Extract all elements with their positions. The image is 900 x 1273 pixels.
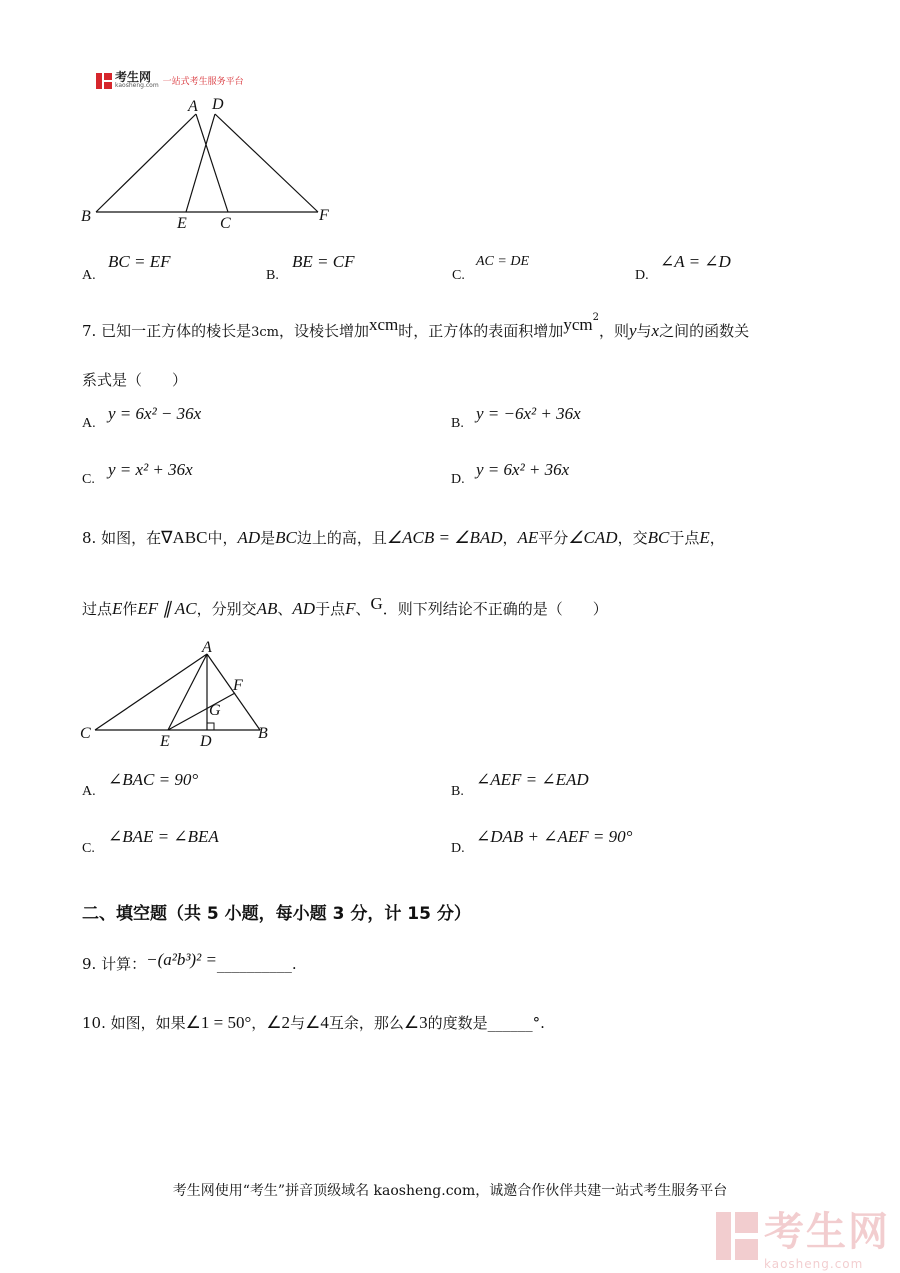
q6-option-a-letter: A.	[82, 268, 96, 283]
watermark-domain: kaosheng.com	[764, 1257, 864, 1271]
q8-figure	[78, 638, 278, 750]
q8-bc: BC	[275, 528, 297, 547]
q7-option-c[interactable]: y = x² + 36x	[108, 460, 193, 479]
header-logo	[96, 72, 244, 89]
segment-ba	[96, 114, 196, 212]
q8-option-a[interactable]: ∠BAC = 90°	[108, 770, 199, 789]
q7-var-x: x	[651, 321, 660, 340]
q10-number: 10.	[82, 1014, 106, 1032]
q6-option-d[interactable]: ∠A = ∠D	[660, 252, 731, 271]
q8-text-a: 如图，在	[101, 529, 162, 547]
q8-text-2b: 作	[122, 600, 138, 618]
q7-option-b[interactable]: y = −6x² + 36x	[476, 404, 581, 423]
brand-slogan: 一站式考生服务平台	[162, 77, 244, 87]
q8-stem-line2	[82, 594, 608, 619]
q8-ae: AE	[517, 528, 539, 547]
q7-stem-line2: 系式是（ ）	[82, 371, 188, 389]
q8-option-a-letter: A.	[82, 784, 96, 799]
q10-text-6: °.	[532, 1014, 545, 1032]
q8-text-2f: 、	[355, 600, 371, 618]
q7-option-c-letter: C.	[82, 472, 95, 487]
q6-options	[82, 252, 822, 286]
q6-option-a[interactable]: BC = EF	[108, 252, 171, 271]
q9-end: .	[291, 955, 297, 973]
q10-angle-4: ∠4	[305, 1013, 329, 1032]
q10-text-5: 的度数是	[427, 1014, 488, 1032]
q8-option-b[interactable]: ∠AEF = ∠EAD	[476, 770, 589, 789]
q8-option-b-letter: B.	[451, 784, 464, 799]
label-a: A	[202, 639, 212, 656]
q8-text-h: 于点	[669, 529, 700, 547]
watermark-name: 考生网	[764, 1209, 890, 1255]
q10-stem	[82, 1012, 545, 1033]
q8-text-2d: 、	[277, 600, 293, 618]
q8-stem-line1	[82, 527, 725, 548]
q8-text-b: 中，	[207, 529, 238, 547]
q8-text-c: 是	[260, 529, 276, 547]
label-b: B	[81, 208, 91, 225]
brand-domain: kaosheng.com	[115, 82, 159, 89]
q8-text-i: ，	[709, 529, 725, 547]
q7-area-sup: 2	[592, 312, 599, 323]
q8-text-2e: 于点	[315, 600, 346, 618]
q7-number: 7.	[82, 322, 97, 340]
q8-cad: ∠CAD	[568, 528, 618, 547]
q9-expr: −(a²b³)² =	[146, 950, 217, 969]
watermark-logo-icon	[716, 1212, 758, 1260]
label-f: F	[233, 677, 243, 694]
q7-text-5: 与	[636, 322, 652, 340]
q8-option-d[interactable]: ∠DAB + ∠AEF = 90°	[476, 827, 633, 846]
q10-text-2: ，	[251, 1014, 267, 1032]
q8-option-d-letter: D.	[451, 841, 465, 856]
q8-ab: AB	[256, 599, 278, 618]
q6-option-c-letter: C.	[452, 268, 465, 283]
q6-option-b[interactable]: BE = CF	[292, 252, 355, 271]
q7-increase: xcm	[369, 315, 399, 334]
q6-option-d-letter: D.	[635, 268, 649, 283]
right-angle-mark	[207, 723, 214, 730]
label-g: G	[209, 702, 221, 719]
section-2-title: 二、填空题（共 5 小题，每小题 3 分，计 15 分）	[82, 904, 471, 924]
q8-ad2: AD	[292, 599, 316, 618]
q8-text-2a: 过点	[82, 600, 113, 618]
q6-figure	[78, 92, 348, 234]
q10-blank[interactable]: ______	[487, 1014, 533, 1032]
q9-number: 9.	[82, 955, 97, 973]
q7-option-a[interactable]: y = 6x² − 36x	[108, 404, 202, 423]
q9-stem	[82, 950, 297, 974]
q7-options	[82, 404, 822, 492]
q7-edge: 3cm	[251, 325, 279, 340]
label-b: B	[258, 725, 268, 742]
q8-e: E	[699, 528, 710, 547]
label-d: D	[212, 96, 224, 113]
q10-text-1: 如图，如果	[110, 1014, 186, 1032]
q7-text-6: 之间的函数关	[659, 322, 750, 340]
label-f: F	[319, 207, 329, 224]
q8-text-g: ，交	[617, 529, 648, 547]
q10-text-4: 互余，那么	[328, 1014, 404, 1032]
q7-stem-line1	[82, 312, 750, 341]
q8-bc2: BC	[647, 528, 670, 547]
label-a: A	[188, 98, 198, 115]
q7-option-a-letter: A.	[82, 416, 96, 431]
q7-area: ycm	[563, 315, 593, 334]
q9-blank[interactable]: __________	[216, 955, 292, 973]
q8-ad: AD	[237, 528, 261, 547]
footer-text: 考生网使用“考生”拼音顶级域名 kaosheng.com，诚邀合作伙伴共建一站式考生服务平台	[172, 1183, 728, 1199]
q8-options	[82, 770, 822, 862]
label-e: E	[160, 733, 170, 750]
q10-angle-1: ∠1 = 50°	[185, 1013, 252, 1032]
label-c: C	[80, 725, 91, 742]
segment-df	[215, 114, 318, 212]
q8-f: F	[345, 599, 356, 618]
q8-text-2g: ．则下列结论不正确的是（ ）	[382, 600, 608, 618]
label-c: C	[220, 215, 231, 232]
q7-text-2: ，设棱长增加	[279, 322, 370, 340]
brand-logo-icon	[96, 73, 112, 89]
watermark-logo	[716, 1200, 890, 1271]
q8-triangle: ∇ABC	[161, 528, 208, 547]
q8-g: G	[370, 594, 383, 613]
q8-text-e: ，	[502, 529, 518, 547]
q10-angle-2: ∠2	[266, 1013, 291, 1032]
q7-text-1: 已知一正方体的棱长是	[101, 322, 252, 340]
q9-text: 计算：	[101, 955, 147, 973]
brand-name: 考生网	[115, 70, 152, 84]
label-e: E	[177, 215, 187, 232]
q8-option-c[interactable]: ∠BAE = ∠BEA	[108, 827, 219, 846]
q8-option-c-letter: C.	[82, 841, 95, 856]
q8-e2: E	[112, 599, 123, 618]
q6-option-b-letter: B.	[266, 268, 279, 283]
q8-ef-parallel-ac: EF ∥ AC	[137, 599, 197, 618]
q6-option-c[interactable]: AC = DE	[476, 254, 529, 269]
q8-eq1: ∠ACB = ∠BAD	[386, 528, 503, 547]
label-d: D	[200, 733, 212, 750]
q7-text-3: 时，正方体的表面积增加	[398, 322, 564, 340]
q10-angle-3: ∠3	[403, 1013, 428, 1032]
q7-var-y: y	[628, 321, 637, 340]
q8-text-f: 平分	[538, 529, 569, 547]
q8-text-2c: ，分别交	[196, 600, 257, 618]
q7-option-d-letter: D.	[451, 472, 465, 487]
q7-option-d[interactable]: y = 6x² + 36x	[476, 460, 570, 479]
q8-text-d: 边上的高，且	[296, 529, 387, 547]
q10-text-3: 与	[290, 1014, 306, 1032]
q7-text-4: ，则	[598, 322, 629, 340]
segment-ca	[95, 654, 207, 730]
q8-number: 8.	[82, 529, 97, 547]
q7-option-b-letter: B.	[451, 416, 464, 431]
